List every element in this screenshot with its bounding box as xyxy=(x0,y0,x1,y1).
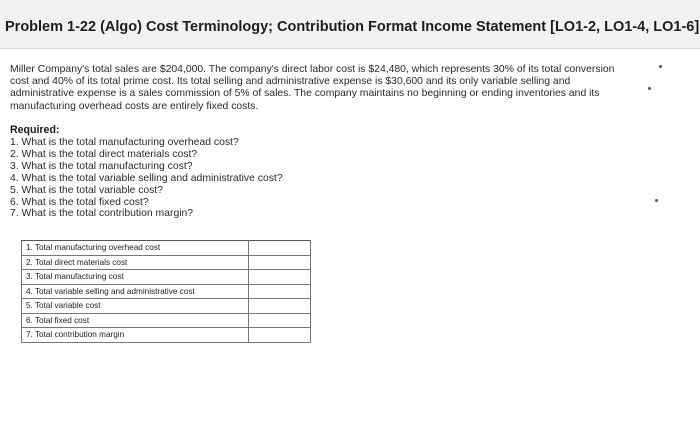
problem-title: Problem 1-22 (Algo) Cost Terminology; Contribution Format Income Statement [LO1-2, LO1-4, LO1-6] xyxy=(5,19,700,35)
answer-input-fixed-cost[interactable] xyxy=(249,314,310,326)
answer-table xyxy=(21,240,311,343)
answer-label: 5. Total variable cost xyxy=(22,299,249,314)
problem-text-line: cost and 40% of its total prime cost. Its total selling and administrative expense is $30,600 and its only variable selling and xyxy=(10,76,571,88)
answer-cell xyxy=(249,284,311,299)
problem-text-line: Miller Company's total sales are $204,000. The company's direct labor cost is $24,480, which represents 30% of its total conversion xyxy=(10,64,615,75)
answer-input-manufacturing-overhead[interactable] xyxy=(249,242,310,254)
title-bar xyxy=(0,0,700,49)
table-row xyxy=(22,328,311,343)
decorative-dot xyxy=(659,65,662,68)
decorative-dot xyxy=(655,199,658,202)
answer-input-contribution-margin[interactable] xyxy=(249,329,310,341)
answer-input-direct-materials[interactable] xyxy=(249,256,310,268)
answer-input-variable-cost[interactable] xyxy=(249,300,310,312)
question-item: 1. What is the total manufacturing overhead cost? xyxy=(10,137,239,148)
answer-cell xyxy=(249,270,311,285)
question-item: 2. What is the total direct materials cost? xyxy=(10,148,198,160)
answer-cell xyxy=(249,328,311,343)
question-item: 5. What is the total variable cost? xyxy=(10,184,164,196)
answer-label: 2. Total direct materials cost xyxy=(22,255,249,270)
question-item: 7. What is the total contribution margin? xyxy=(10,208,194,220)
question-list xyxy=(10,137,283,220)
answer-label: 1. Total manufacturing overhead cost xyxy=(22,241,249,256)
answer-input-manufacturing-cost[interactable] xyxy=(249,271,310,283)
answer-cell xyxy=(249,255,311,270)
answer-input-variable-selling-admin[interactable] xyxy=(249,285,310,297)
answer-cell xyxy=(249,241,311,256)
problem-text-line: manufacturing overhead costs are entirely fixed costs. xyxy=(10,100,259,112)
answer-label: 7. Total contribution margin xyxy=(22,328,249,343)
decorative-dot xyxy=(648,87,651,90)
problem-description xyxy=(10,64,695,113)
table-row xyxy=(22,255,311,270)
answer-label: 3. Total manufacturing cost xyxy=(22,270,249,285)
answer-cell xyxy=(249,313,311,328)
question-item: 4. What is the total variable selling and administrative cost? xyxy=(10,172,283,184)
question-item: 6. What is the total fixed cost? xyxy=(10,196,149,208)
table-row xyxy=(22,284,311,299)
answer-cell xyxy=(249,299,311,314)
table-row xyxy=(22,299,311,314)
table-row xyxy=(22,270,311,285)
required-heading: Required: xyxy=(10,124,60,136)
problem-text-line: administrative expense is a sales commission of 5% of sales. The company maintains no beginning or ending inventories and its xyxy=(10,88,600,100)
answer-label: 4. Total variable selling and administrative cost xyxy=(22,284,249,299)
table-row xyxy=(22,241,311,256)
table-row xyxy=(22,313,311,328)
question-item: 3. What is the total manufacturing cost? xyxy=(10,160,193,172)
answer-label: 6. Total fixed cost xyxy=(22,313,249,328)
